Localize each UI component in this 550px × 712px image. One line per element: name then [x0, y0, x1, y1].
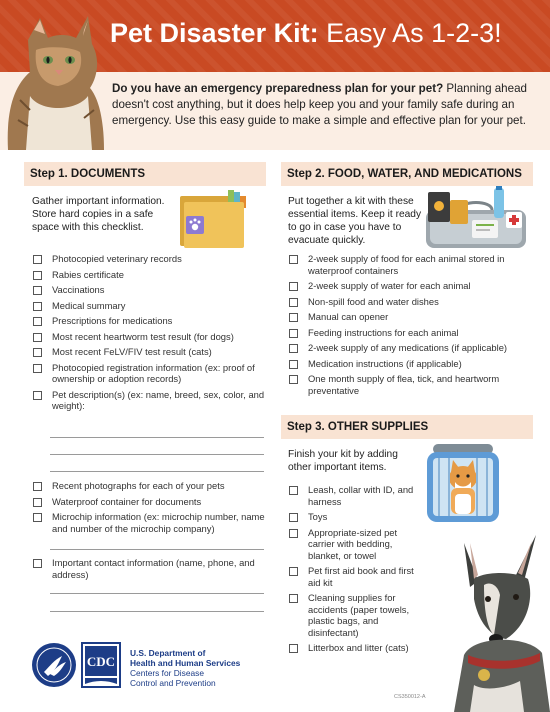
checklist-item[interactable]: Microchip information (ex: microchip number, name and number of the microchip company): [32, 511, 272, 534]
checklist-item[interactable]: Vaccinations: [32, 284, 272, 296]
intro-text: Do you have an emergency preparedness plan for your pet? Planning ahead doesn't cost anything, but it does help keep you and your family safe during an emergency. Use this easy guide to make a simple and effective plan for your pet.: [112, 82, 527, 127]
checklist-item[interactable]: Waterproof container for documents: [32, 496, 272, 508]
checklist-item[interactable]: Photocopied veterinary records: [32, 253, 272, 265]
cat-photo: [0, 0, 110, 150]
checklist-item[interactable]: Rabies certificate: [32, 269, 272, 281]
hhs-line2: Health and Human Services: [130, 658, 241, 668]
checklist-item[interactable]: Prescriptions for medications: [32, 315, 272, 327]
cdc-line2: Control and Prevention: [130, 678, 216, 688]
checklist-item[interactable]: Manual can opener: [288, 311, 528, 323]
write-in-line[interactable]: [50, 437, 264, 438]
step1-heading: Step 1. DOCUMENTS: [24, 162, 266, 186]
page-title: Pet Disaster Kit: Easy As 1-2-3!: [110, 18, 502, 48]
step2-heading: Step 2. FOOD, WATER, AND MEDICATIONS: [281, 162, 533, 186]
svg-text:CDC: CDC: [86, 654, 116, 669]
checklist-item[interactable]: Medical summary: [32, 300, 272, 312]
hhs-line1: U.S. Department of: [130, 648, 206, 658]
write-in-line[interactable]: [50, 593, 264, 594]
folder-icon: [176, 190, 252, 252]
step1-intro: Gather important information. Store hard copies in a safe space with this checklist.: [32, 196, 165, 233]
checklist-item[interactable]: Non-spill food and water dishes: [288, 296, 528, 308]
step3-heading: Step 3. OTHER SUPPLIES: [281, 415, 533, 439]
footer-logos: [32, 640, 122, 690]
checklist-item[interactable]: Important contact information (name, phone, and address): [32, 557, 272, 580]
write-in-line[interactable]: [50, 471, 264, 472]
pet-food-kit-icon: [420, 186, 532, 250]
dog-photo: [424, 535, 550, 712]
pet-carrier-icon: [425, 442, 501, 524]
checklist-item[interactable]: 2-week supply of any medications (if applicable): [288, 342, 528, 354]
checklist-item[interactable]: Most recent FeLV/FIV test result (cats): [32, 346, 272, 358]
step1-checklist-b: [32, 480, 272, 534]
checklist-item[interactable]: Toys: [288, 511, 422, 523]
checklist-item[interactable]: Most recent heartworm test result (for dogs): [32, 331, 272, 343]
checklist-item[interactable]: Medication instructions (if applicable): [288, 358, 528, 370]
checklist-item[interactable]: Litterbox and litter (cats): [288, 642, 422, 654]
checklist-item[interactable]: Feeding instructions for each animal: [288, 327, 528, 339]
checklist-item[interactable]: Pet first aid book and first aid kit: [288, 565, 422, 588]
step2-intro: Put together a kit with these essential items. Keep it ready to go in case you have to evacuate quickly.: [288, 196, 422, 246]
checklist-item[interactable]: Appropriate-sized pet carrier with bedding, blanket, or towel: [288, 527, 422, 562]
step3-checklist: [288, 484, 422, 654]
checklist-item[interactable]: 2-week supply of food for each animal stored in waterproof containers: [288, 253, 528, 276]
checklist-item[interactable]: Cleaning supplies for accidents (paper towels, plastic bags, and disinfectant): [288, 592, 422, 638]
checklist-item[interactable]: Photocopied registration information (ex: proof of ownership or adoption records): [32, 362, 272, 385]
checklist-item[interactable]: 2-week supply of water for each animal: [288, 280, 528, 292]
write-in-line[interactable]: [50, 549, 264, 550]
step2-checklist: [288, 253, 528, 396]
checklist-item[interactable]: Leash, collar with ID, and harness: [288, 484, 422, 507]
checklist-item[interactable]: Recent photographs for each of your pets: [32, 480, 272, 492]
step1-checklist-a: [32, 253, 272, 412]
write-in-line[interactable]: [50, 454, 264, 455]
agency-names: [130, 648, 240, 688]
checklist-item[interactable]: One month supply of flea, tick, and heartworm preventative: [288, 373, 528, 396]
step1-checklist-c: [32, 557, 272, 580]
document-code: CS350012-A: [394, 694, 426, 700]
checklist-item[interactable]: Pet description(s) (ex: name, breed, sex, color, and weight):: [32, 389, 272, 412]
write-in-line[interactable]: [50, 611, 264, 612]
step3-intro: Finish your kit by adding other important items.: [288, 449, 398, 473]
cdc-line1: Centers for Disease: [130, 668, 205, 678]
